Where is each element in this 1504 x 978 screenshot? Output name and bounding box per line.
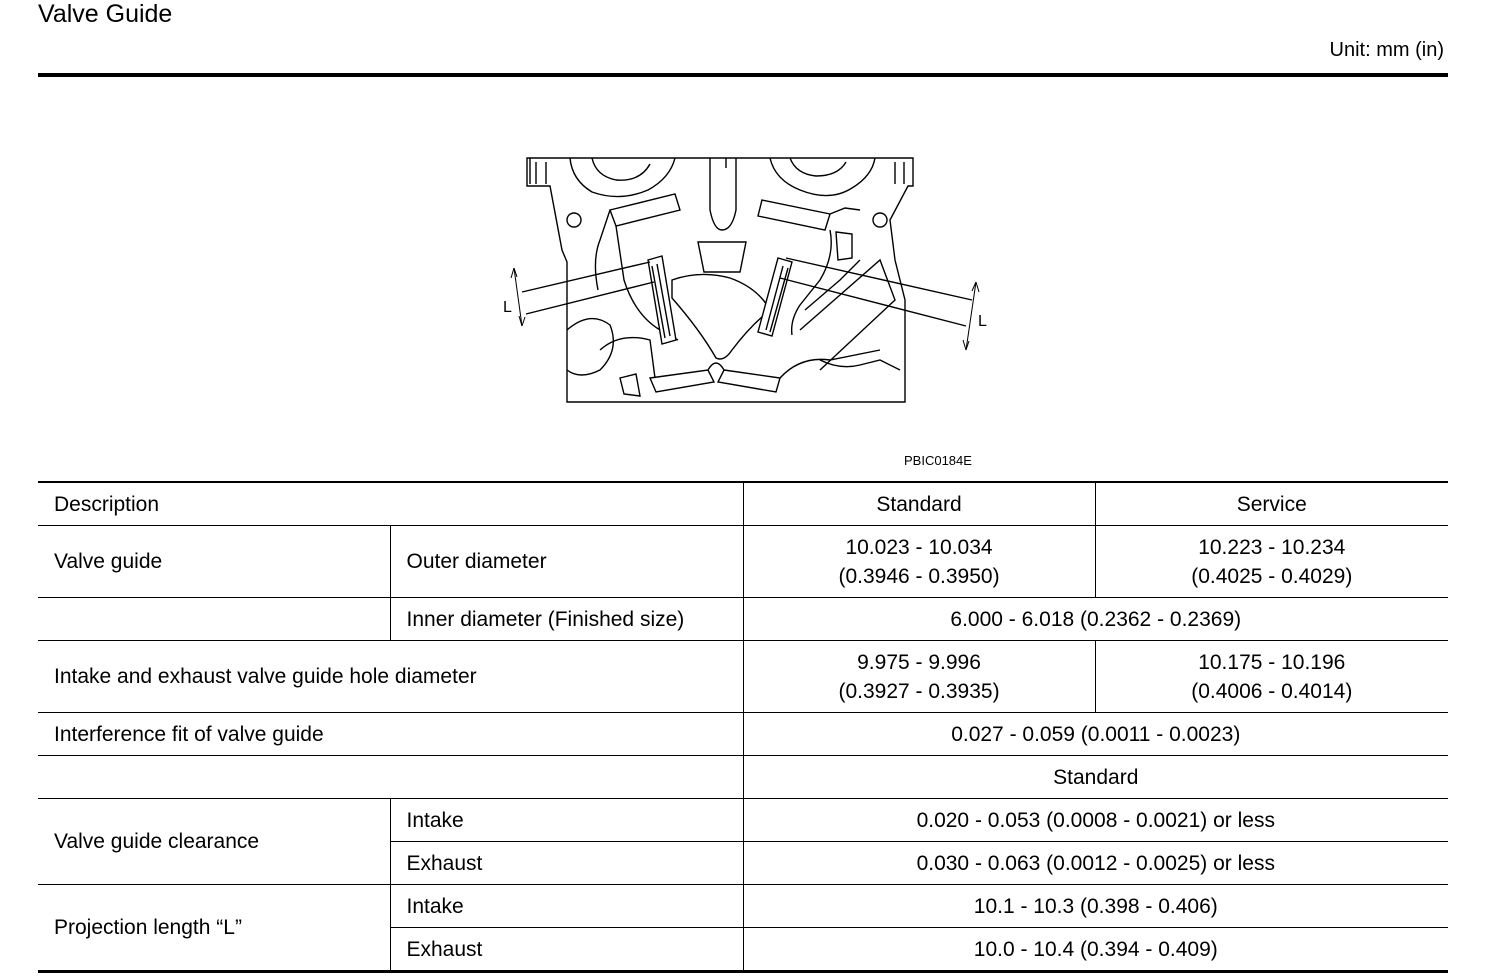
outer-diameter-service [1095,526,1448,598]
table-row [38,799,1448,842]
projection-label-right: L [978,313,987,330]
projection-label-left: L [503,299,512,316]
row-sublabel-inner-diameter: Inner diameter (Finished size) [390,598,743,641]
row-label-valve-guide: Valve guide [38,526,390,598]
column-header-description: Description [38,482,743,526]
row-sublabel-outer-diameter: Outer diameter [390,526,743,598]
empty-cell [38,756,743,799]
outer-diameter-standard [743,526,1095,598]
table-header-row [38,482,1448,526]
projection-intake-value: 10.1 - 10.3 (0.398 - 0.406) [743,885,1448,928]
row-sublabel-clearance-intake: Intake [390,799,743,842]
column-header-standard: Standard [743,482,1095,526]
figure-code: PBIC0184E [904,453,972,468]
table-row [38,641,1448,713]
hole-diameter-standard-mm: 9.975 - 9.996 [857,650,981,674]
unit-label: Unit: mm (in) [1329,39,1444,61]
clearance-exhaust-value: 0.030 - 0.063 (0.0012 - 0.0025) or less [743,842,1448,885]
outer-diameter-standard-in: (0.3946 - 0.3950) [838,564,1000,588]
clearance-intake-value: 0.020 - 0.053 (0.0008 - 0.0021) or less [743,799,1448,842]
outer-diameter-service-mm: 10.223 - 10.234 [1198,535,1346,559]
row-sublabel-projection-intake: Intake [390,885,743,928]
column-header-standard-lower: Standard [743,756,1448,799]
hole-diameter-standard [743,641,1095,713]
outer-diameter-service-in: (0.4025 - 0.4029) [1191,564,1353,588]
valve-guide-spec-table [38,481,1448,973]
table-row [38,756,1448,799]
inner-diameter-value: 6.000 - 6.018 (0.2362 - 0.2369) [743,598,1448,641]
interference-fit-value: 0.027 - 0.059 (0.0011 - 0.0023) [743,713,1448,756]
row-sublabel-projection-exhaust: Exhaust [390,928,743,972]
hole-diameter-service-in: (0.4006 - 0.4014) [1191,679,1353,703]
projection-exhaust-value: 10.0 - 10.4 (0.394 - 0.409) [743,928,1448,972]
row-label-projection-length: Projection length “L” [38,885,390,972]
row-label-valve-guide-clearance: Valve guide clearance [38,799,390,885]
hole-diameter-standard-in: (0.3927 - 0.3935) [838,679,1000,703]
table-row [38,526,1448,598]
hole-diameter-service [1095,641,1448,713]
table-row [38,885,1448,928]
title-divider [38,73,1448,77]
table-row [38,598,1448,641]
outer-diameter-standard-mm: 10.023 - 10.034 [845,535,993,559]
row-sublabel-clearance-exhaust: Exhaust [390,842,743,885]
hole-diameter-service-mm: 10.175 - 10.196 [1198,650,1346,674]
empty-cell [38,598,390,641]
column-header-service: Service [1095,482,1448,526]
page-title: Valve Guide [38,0,173,28]
table-row [38,713,1448,756]
cylinder-head-valve-guide-illustration [500,150,990,415]
row-label-hole-diameter: Intake and exhaust valve guide hole diameter [38,641,743,713]
row-label-interference-fit: Interference fit of valve guide [38,713,743,756]
